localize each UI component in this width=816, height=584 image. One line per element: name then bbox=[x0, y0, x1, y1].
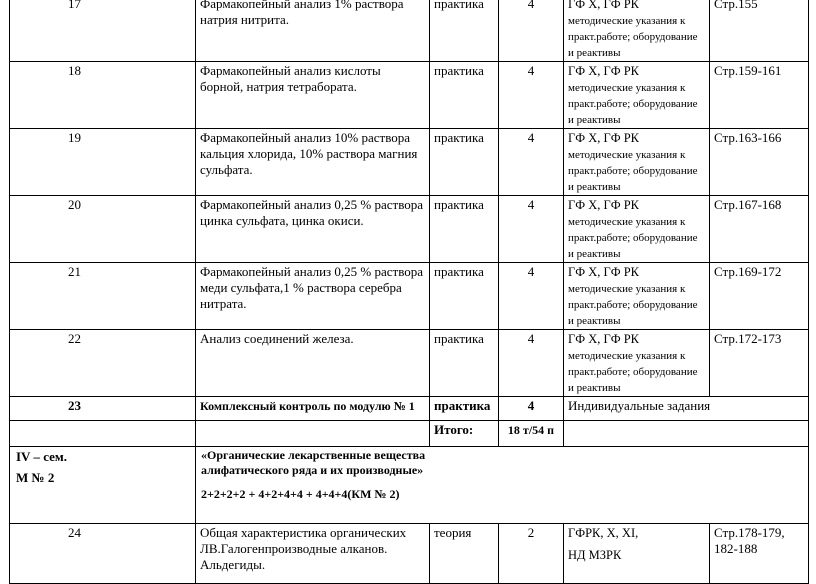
row-resources bbox=[564, 129, 710, 196]
row-topic: Фармакопейный анализ 0,25 % раствора цинка сульфата, цинка окиси. bbox=[196, 196, 430, 263]
row-resources bbox=[564, 263, 710, 330]
total-value: 18 т/54 п bbox=[499, 421, 564, 447]
resources-lead: ГФ Х, ГФ РК bbox=[568, 64, 640, 78]
resources-lead: ГФ Х, ГФ РК bbox=[568, 198, 640, 212]
row-topic: Фармакопейный анализ кислоты борной, натрия тетрабората. bbox=[196, 62, 430, 129]
row-pages: Стр.169-172 bbox=[710, 263, 809, 330]
control-row bbox=[10, 397, 809, 421]
row-resources bbox=[564, 524, 710, 584]
row-number: 21 bbox=[10, 263, 196, 330]
row-pages: Стр.172-173 bbox=[710, 330, 809, 397]
row-resources bbox=[564, 196, 710, 263]
row-pages: Стр.167-168 bbox=[710, 196, 809, 263]
resources-lead: ГФ Х, ГФ РК bbox=[568, 265, 640, 279]
table-row bbox=[10, 0, 809, 62]
row-pages: Стр.178-179, 182-188 bbox=[710, 524, 809, 584]
resources-lead: ГФ Х, ГФ РК bbox=[568, 131, 640, 145]
table-row bbox=[10, 196, 809, 263]
row-hours: 4 bbox=[499, 62, 564, 129]
row-hours: 4 bbox=[499, 129, 564, 196]
table-row bbox=[10, 263, 809, 330]
row-pages: Стр.163-166 bbox=[710, 129, 809, 196]
control-resources: Индивидуальные задания bbox=[564, 397, 809, 421]
row-hours: 2 bbox=[499, 524, 564, 584]
row-number: 24 bbox=[10, 524, 196, 584]
control-topic: Комплексный контроль по модулю № 1 bbox=[196, 397, 430, 421]
row-hours: 4 bbox=[499, 0, 564, 62]
row-type: практика bbox=[430, 196, 499, 263]
module-hours-formula: 2+2+2+2 + 4+2+4+4 + 4+4+4(КМ № 2) bbox=[201, 487, 400, 501]
row-topic: Фармакопейный анализ 10% раствора кальция хлорида, 10% раствора магния сульфата. bbox=[196, 129, 430, 196]
row-hours: 4 bbox=[499, 263, 564, 330]
row-number: 19 bbox=[10, 129, 196, 196]
row-hours: 4 bbox=[499, 330, 564, 397]
resources-line-1: ГФРК, Х, XI, bbox=[568, 526, 639, 540]
row-resources bbox=[564, 0, 710, 62]
row-resources bbox=[564, 62, 710, 129]
row-topic: Анализ соединений железа. bbox=[196, 330, 430, 397]
row-resources bbox=[564, 330, 710, 397]
row-topic: Общая характеристика органических ЛВ.Галогенпроизводные алканов. Альдегиды. bbox=[196, 524, 430, 584]
row-type: теория bbox=[430, 524, 499, 584]
row-number: 18 bbox=[10, 62, 196, 129]
control-number: 23 bbox=[10, 397, 196, 421]
control-type: практика bbox=[430, 397, 499, 421]
row-pages: Стр.159-161 bbox=[710, 62, 809, 129]
row-type: практика bbox=[430, 129, 499, 196]
semester-label: IV – сем. bbox=[16, 449, 68, 464]
resources-rest: методические указания к практ.работе; оборудование и реактивы bbox=[568, 15, 698, 59]
control-hours: 4 bbox=[499, 397, 564, 421]
row-type: практика bbox=[430, 263, 499, 330]
row-type: практика bbox=[430, 0, 499, 62]
table-row bbox=[10, 129, 809, 196]
row-topic: Фармакопейный анализ 0,25 % раствора меди сульфата,1 % раствора серебра нитрата. bbox=[196, 263, 430, 330]
table-row bbox=[10, 62, 809, 129]
total-label: Итого: bbox=[430, 421, 499, 447]
curriculum-table bbox=[9, 0, 809, 584]
row-type: практика bbox=[430, 62, 499, 129]
row-pages: Стр.155 bbox=[710, 0, 809, 62]
row-topic: Фармакопейный анализ 1% раствора натрия нитрита. bbox=[196, 0, 430, 62]
row-number: 22 bbox=[10, 330, 196, 397]
total-row bbox=[10, 421, 809, 447]
resources-rest: методические указания к практ.работе; оборудование и реактивы bbox=[568, 283, 698, 327]
resources-rest: методические указания к практ.работе; оборудование и реактивы bbox=[568, 82, 698, 126]
row-hours: 4 bbox=[499, 196, 564, 263]
resources-line-2: НД МЗРК bbox=[568, 548, 622, 562]
resources-rest: методические указания к практ.работе; оборудование и реактивы bbox=[568, 350, 698, 394]
module-number: М № 2 bbox=[16, 470, 55, 485]
row-number: 17 bbox=[10, 0, 196, 62]
module-title: «Органические лекарственные вещества алифатического ряда и их производные» bbox=[201, 448, 426, 477]
resources-lead: ГФ Х, ГФ РК bbox=[568, 0, 640, 11]
row-number: 20 bbox=[10, 196, 196, 263]
row-type: практика bbox=[430, 330, 499, 397]
resources-rest: методические указания к практ.работе; оборудование и реактивы bbox=[568, 149, 698, 193]
resources-rest: методические указания к практ.работе; оборудование и реактивы bbox=[568, 216, 698, 260]
table-row bbox=[10, 524, 809, 584]
table-row bbox=[10, 330, 809, 397]
resources-lead: ГФ Х, ГФ РК bbox=[568, 332, 640, 346]
